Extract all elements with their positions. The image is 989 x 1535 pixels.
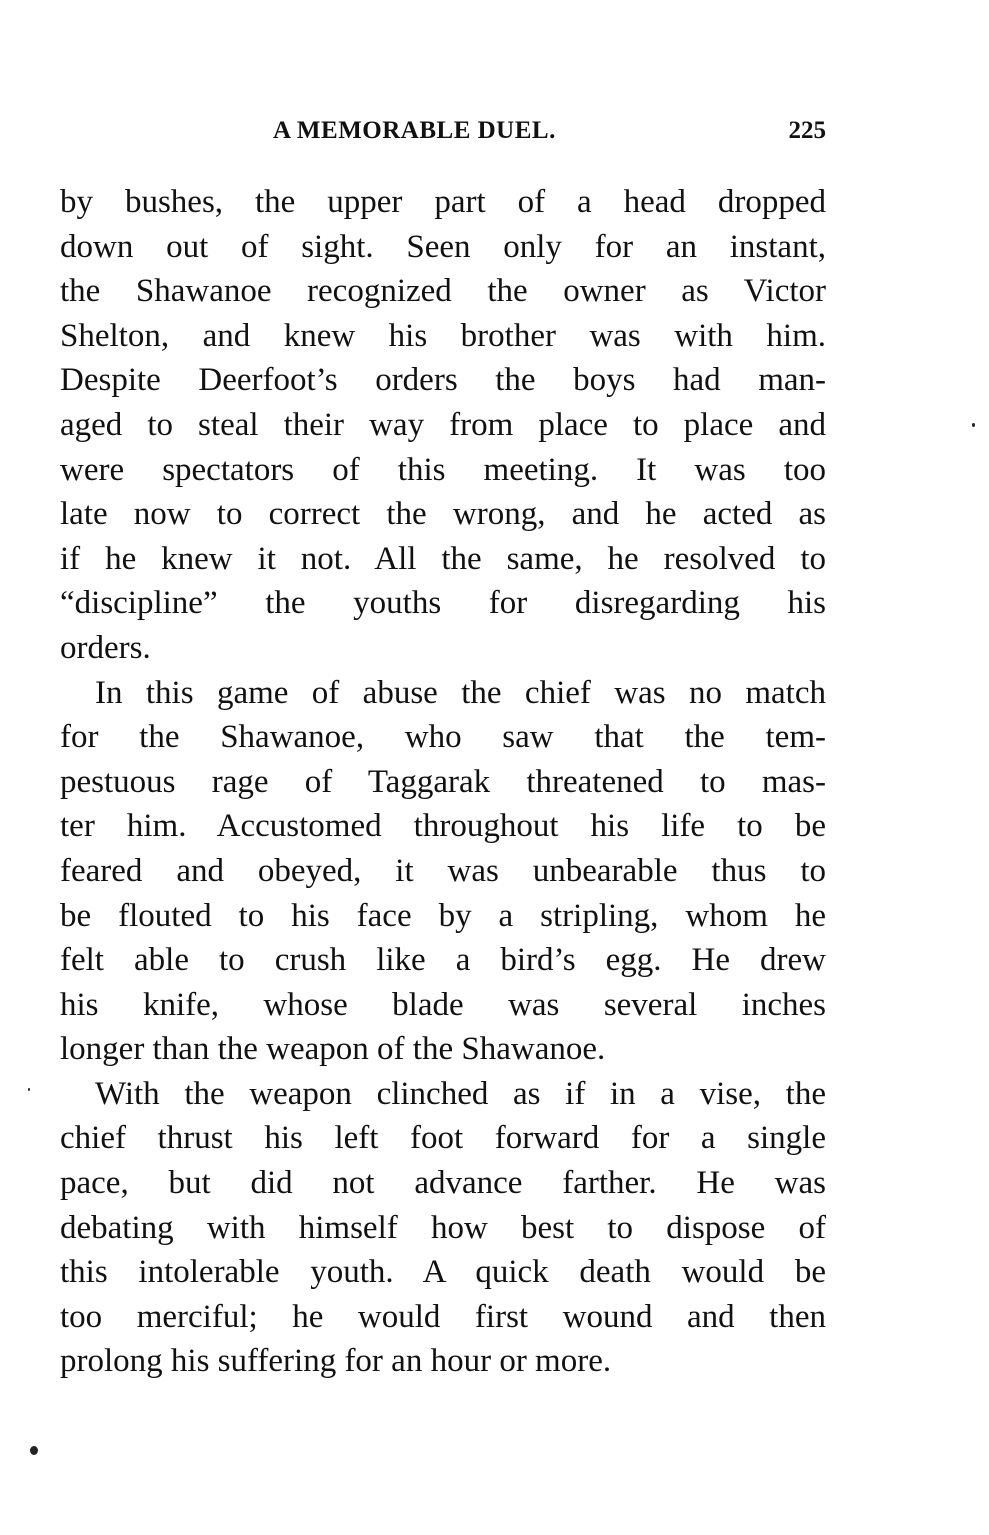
text-line: “discipline” the youths for disregarding his xyxy=(60,585,826,622)
text-line: for the Shawanoe, who saw that the tem- xyxy=(60,719,826,756)
text-line: orders. xyxy=(60,629,151,666)
text-line: pace, but did not advance farther. He was xyxy=(60,1165,826,1202)
text-line: aged to steal their way from place to place and xyxy=(60,406,826,443)
text-line: chief thrust his left foot forward for a single xyxy=(60,1120,826,1157)
scan-speck xyxy=(30,1446,38,1455)
scan-speck xyxy=(28,1088,30,1091)
text-line: felt able to crush like a bird’s egg. He drew xyxy=(60,942,826,979)
paragraph xyxy=(60,1072,826,1384)
text-line: late now to correct the wrong, and he acted as xyxy=(60,496,826,533)
text-line: down out of sight. Seen only for an instant, xyxy=(60,228,826,265)
text-line: this intolerable youth. A quick death would be xyxy=(60,1254,826,1291)
text-line: be flouted to his face by a stripling, whom he xyxy=(60,897,826,934)
paragraph xyxy=(60,671,826,1072)
text-line: feared and obeyed, it was unbearable thus to xyxy=(60,852,826,889)
page-number: 225 xyxy=(788,117,826,144)
text-line: debating with himself how best to dispose of xyxy=(60,1209,826,1246)
text-line: his knife, whose blade was several inches xyxy=(60,986,826,1023)
scan-speck xyxy=(972,423,975,427)
text-line: if he knew it not. All the same, he resolved to xyxy=(60,540,826,577)
text-line: were spectators of this meeting. It was too xyxy=(60,451,826,488)
text-line: longer than the weapon of the Shawanoe. xyxy=(60,1031,606,1068)
running-head xyxy=(60,117,826,157)
text-line: In this game of abuse the chief was no match xyxy=(95,674,826,711)
text-line: Shelton, and knew his brother was with him. xyxy=(60,317,826,354)
text-line: by bushes, the upper part of a head dropped xyxy=(60,184,826,220)
running-title: A MEMORABLE DUEL. xyxy=(273,117,556,144)
text-line: pestuous rage of Taggarak threatened to mas- xyxy=(60,763,826,800)
text-line: Despite Deerfoot’s orders the boys had man- xyxy=(60,362,826,399)
text-line: ter him. Accustomed throughout his life to be xyxy=(60,808,826,845)
body-text xyxy=(60,180,826,1384)
text-line: the Shawanoe recognized the owner as Victor xyxy=(60,273,826,310)
text-line: With the weapon clinched as if in a vise, the xyxy=(95,1075,826,1112)
paragraph xyxy=(60,180,826,671)
text-line: too merciful; he would first wound and then xyxy=(60,1298,826,1335)
text-line: prolong his suffering for an hour or more. xyxy=(60,1343,612,1380)
